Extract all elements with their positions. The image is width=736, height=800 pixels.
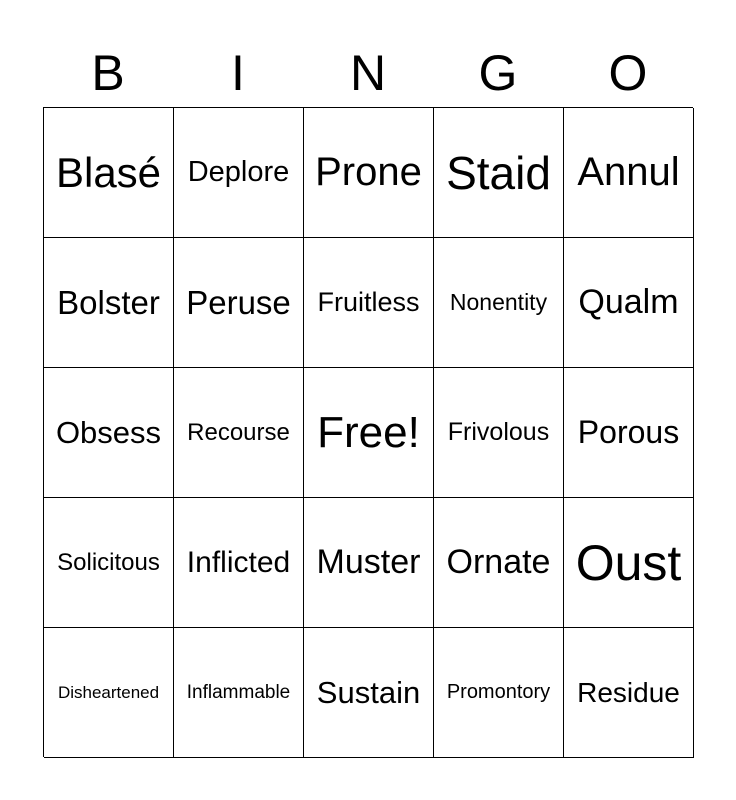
bingo-cell[interactable]: Blasé [44,108,174,238]
bingo-cell[interactable]: Inflammable [174,628,304,758]
bingo-cell[interactable]: Obsess [44,368,174,498]
bingo-cell[interactable]: Nonentity [434,238,564,368]
header-letter-n: N [349,45,387,101]
header-letter-b: B [91,45,125,101]
bingo-cell[interactable]: Promontory [434,628,564,758]
bingo-cell[interactable]: Deplore [174,108,304,238]
bingo-cell[interactable]: Prone [304,108,434,238]
bingo-board [43,107,693,757]
bingo-cell[interactable]: Staid [434,108,564,238]
header-letter-o: O [608,45,648,101]
bingo-cell[interactable]: Disheartened [44,628,174,758]
bingo-cell[interactable]: Residue [564,628,694,758]
bingo-cell[interactable]: Frivolous [434,368,564,498]
bingo-cell[interactable]: Porous [564,368,694,498]
bingo-cell[interactable]: Ornate [434,498,564,628]
bingo-cell[interactable]: Oust [564,498,694,628]
bingo-cell[interactable]: Fruitless [304,238,434,368]
bingo-cell[interactable]: Sustain [304,628,434,758]
bingo-cell[interactable]: Recourse [174,368,304,498]
bingo-cell[interactable]: Qualm [564,238,694,368]
bingo-cell[interactable]: Muster [304,498,434,628]
header-letter-g: G [478,45,518,101]
free-space-cell[interactable]: Free! [304,368,434,498]
bingo-cell[interactable]: Inflicted [174,498,304,628]
bingo-cell[interactable]: Bolster [44,238,174,368]
bingo-cell[interactable]: Solicitous [44,498,174,628]
bingo-cell[interactable]: Annul [564,108,694,238]
header-letter-i: I [231,45,245,101]
bingo-cell[interactable]: Peruse [174,238,304,368]
bingo-header [43,40,693,106]
